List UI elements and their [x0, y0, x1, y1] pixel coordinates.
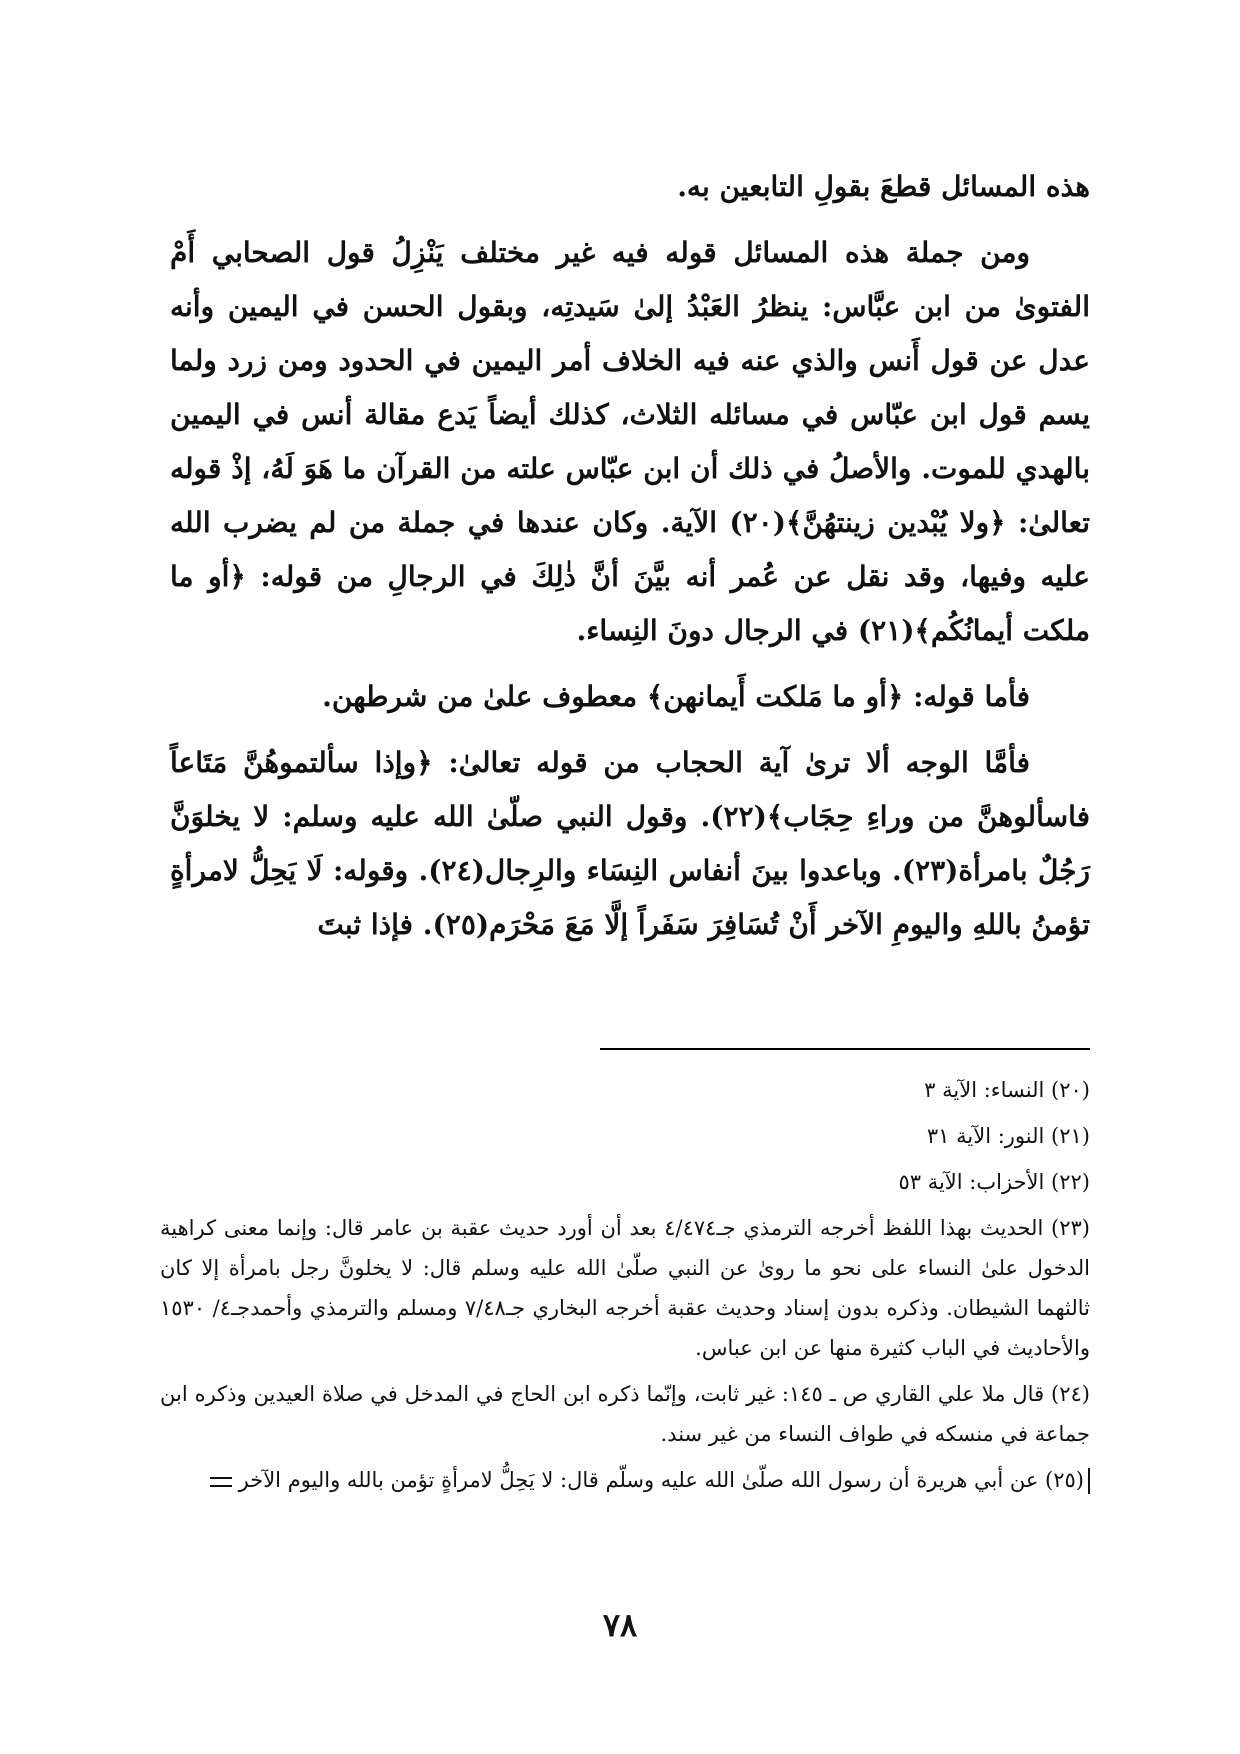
paragraph-2: ومن جملة هذه المسائل قوله فيه غير مختلف يَنْزِلُ قول الصحابي أَمْ الفتوىٰ من ابن عبَّاس: ينظرُ العَبْدُ إلىٰ سَيدتِه، وبقول الحسن في اليمين وأنه عدل عن قول أَنس والذي عنه فيه الخلاف أمر اليمين في الحدود ومن زرد ولما يسم قول ابن عبّاس في مسائله الثلاث، كذلك أيضاً يَدع مقالة أنس في اليمين بالهدي للموت. والأصلُ في ذلك أن ابن عبّاس علته من القرآن ما هَوَ لَهُ، إذْ قوله تعالىٰ: ﴿ولا يُبْدين زينتهُنَّ﴾(٢٠) الآية. وكان عندها في جملة من لم يضرب الله عليه وفيها، وقد نقل عن عُمر أنه بيَّنَ أنَّ ذٰلِكَ في الرجالِ من قوله: ﴿أو ما ملكت أيمانُكُم﴾(٢١) في الرجال دونَ النِساء. — [170, 236, 1090, 647]
paragraph-3: فأما قوله: ﴿أو ما مَلكت أَيمانهن﴾ معطوف علىٰ من شرطهن. — [322, 680, 1030, 713]
paragraph-4: فأمَّا الوجه ألا ترىٰ آية الحجاب من قوله تعالىٰ: ﴿وإذا سألتموهُنَّ مَتَاعاً فاسألوهنَّ من وراءِ حِجَاب﴾(٢٢). وقول النبي صلّىٰ الله عليه وسلم: لا يخلوَنَّ رَجُلٌ بامرأة(٢٣). وباعدوا بينَ أنفاس النِسَاء والرِجال(٢٤). وقوله: لَا يَحِلُّ لامرأةٍ تؤمنُ باللهِ واليومِ الآخر أَنْ تُسَافِرَ سَفَراً إلَّا مَعَ مَحْرَم(٢٥). فإذا ثبتَ — [170, 746, 1090, 941]
main-text — [170, 160, 1090, 964]
margin-bar — [1088, 1468, 1090, 1494]
footnote-21: (٢١) النور: الآية ٣١ — [926, 1124, 1090, 1148]
footnote-20: (٢٠) النساء: الآية ٣ — [924, 1078, 1090, 1102]
footnote-separator — [600, 1048, 1090, 1050]
footnote-22: (٢٢) الأحزاب: الآية ٥٣ — [898, 1170, 1090, 1194]
footnote-23: (٢٣) الحديث بهذا اللفظ أخرجه الترمذي جـ٤/٤٧٤ بعد أن أورد حديث عقبة بن عامر قال: وإنما معنى كراهية الدخول علىٰ النساء على نحو ما روىٰ عن النبي صلّىٰ الله عليه وسلم قال: لا يخلونَّ رجل بامرأة إلا كان ثالثهما الشيطان. وذكره بدون إسناد وحديث عقبة أخرجه البخاري جـ٧/٤٨ ومسلم والترمذي وأحمدجـ٤/ ١٥٣٠ والأحاديث في الباب كثيرة منها عن ابن عباس. — [160, 1216, 1090, 1360]
continuation-mark — [210, 1477, 232, 1487]
footnotes — [160, 1070, 1090, 1506]
footnote-25-row — [160, 1460, 1090, 1500]
paragraph-1: هذه المسائل قطعَ بقولِ التابعين به. — [677, 170, 1090, 203]
page-number: ٧٨ — [602, 1606, 638, 1644]
footnote-24: (٢٤) قال ملا علي القاري ص ـ ١٤٥: غير ثابت، وإنّما ذكره ابن الحاج في المدخل في صلاة العيدين وذكره ابن جماعة في منسكه في طواف النساء من غير سند. — [160, 1382, 1090, 1446]
footnote-25: (٢٥) عن أبي هريرة أن رسول الله صلّىٰ الله عليه وسلّم قال: لا يَحِلُّ لامرأةٍ تؤمن بالله واليوم الآخر — [238, 1468, 1084, 1492]
